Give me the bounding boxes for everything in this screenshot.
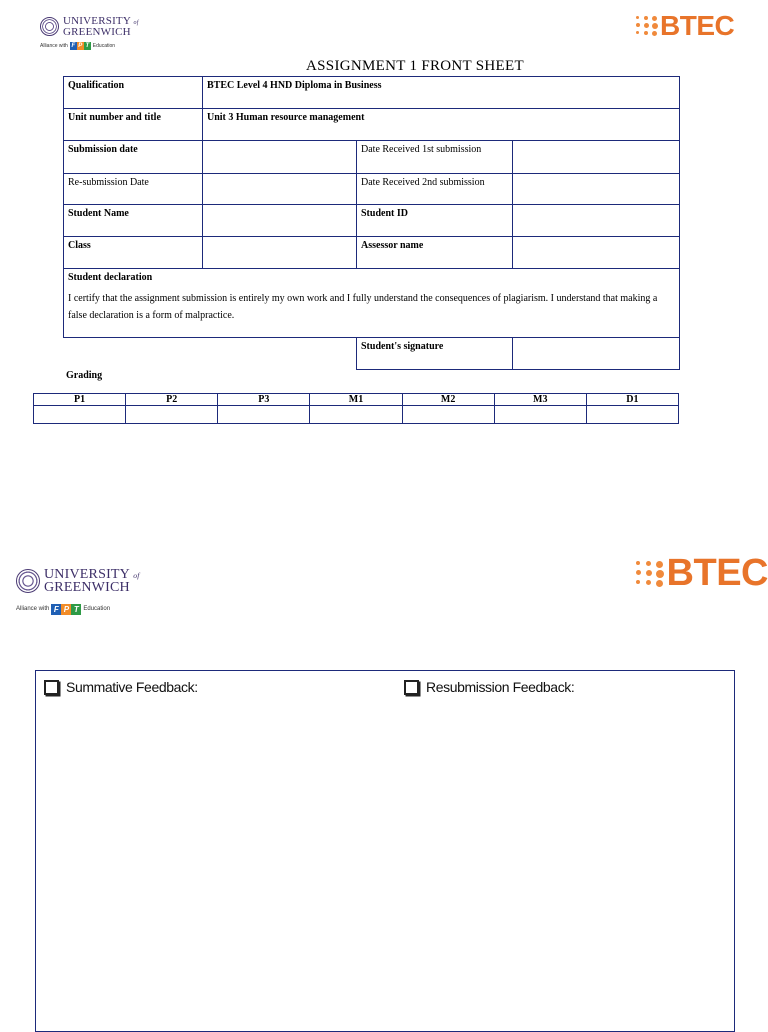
table-row [64,338,680,370]
summative-feedback-label: Summative Feedback: [66,679,198,695]
grade-header-p2: P2 [126,394,218,406]
grade-cell-m2[interactable] [402,406,494,424]
grade-cell-d1[interactable] [586,406,678,424]
university-name-line2: GREENWICH [63,25,131,38]
class-label: Class [64,237,203,269]
university-seal-icon [40,17,59,36]
submission-date-field[interactable] [203,141,357,174]
date-received-1-label: Date Received 1st submission [357,141,513,174]
qualification-label: Qualification [64,77,203,109]
university-seal-icon [16,569,40,593]
assessor-field[interactable] [513,237,680,269]
table-row [64,237,680,269]
summative-checkbox[interactable] [44,680,59,695]
resubmission-feedback[interactable] [404,679,574,695]
assessor-label: Assessor name [357,237,513,269]
page-title: ASSIGNMENT 1 FRONT SHEET [306,58,524,74]
btec-logo-second [636,552,768,595]
btec-wordmark: BTEC [666,552,768,594]
grading-table [33,393,679,424]
grade-header-p3: P3 [218,394,310,406]
table-row [64,109,680,141]
grade-header-m2: M2 [402,394,494,406]
table-row [64,269,680,338]
front-sheet-table [63,76,680,370]
grade-header-p1: P1 [34,394,126,406]
table-row [64,141,680,174]
grade-header-m3: M3 [494,394,586,406]
grading-header-row [34,394,679,406]
unit-value: Unit 3 Human resource management [203,109,680,141]
university-logo-second [16,568,140,615]
resubmission-checkbox[interactable] [404,680,419,695]
declaration-title: Student declaration [68,272,153,283]
declaration-text: I certify that the assignment submission is entirely my own work and I fully understand the consequences of plagiarism. I understand that making a false declaration is a form of malpractice. [68,293,658,321]
signature-spacer [64,338,357,370]
resubmission-feedback-label: Resubmission Feedback: [426,679,575,695]
grading-label: Grading [66,370,103,381]
declaration-cell [64,269,680,338]
alliance-suffix: Education [83,606,111,613]
signature-label: Student's signature [357,338,513,370]
alliance-line [40,42,139,50]
grade-cell-p1[interactable] [34,406,126,424]
btec-dots-icon [636,561,664,587]
table-row [64,77,680,109]
student-name-field[interactable] [203,205,357,237]
qualification-value: BTEC Level 4 HND Diploma in Business [203,77,680,109]
grading-value-row [34,406,679,424]
btec-dots-icon [636,16,658,36]
submission-date-label: Submission date [64,141,203,174]
summative-feedback[interactable] [44,679,198,695]
alliance-suffix: Education [92,43,116,50]
student-id-label: Student ID [357,205,513,237]
resubmission-date-label: Re-submission Date [64,174,203,205]
university-name-line1: UNIVERSITY [63,15,131,27]
grade-cell-m1[interactable] [310,406,402,424]
alliance-line [16,604,140,615]
university-name-line2: GREENWICH [44,580,130,596]
grade-header-d1: D1 [586,394,678,406]
date-received-1-field[interactable] [513,141,680,174]
table-row [64,174,680,205]
fpt-logo: F P T [71,43,90,50]
fpt-logo: F P T [51,604,81,615]
student-name-label: Student Name [64,205,203,237]
grade-cell-p2[interactable] [126,406,218,424]
grade-cell-p3[interactable] [218,406,310,424]
alliance-prefix: Alliance with [16,606,50,613]
unit-label: Unit number and title [64,109,203,141]
table-row [64,205,680,237]
btec-logo [636,10,734,42]
signature-field[interactable] [513,338,680,370]
student-id-field[interactable] [513,205,680,237]
resubmission-date-field[interactable] [203,174,357,205]
alliance-prefix: Alliance with [40,43,68,50]
grade-cell-m3[interactable] [494,406,586,424]
university-name-line1: UNIVERSITY [44,567,130,582]
university-name-of: of [133,20,139,26]
class-field[interactable] [203,237,357,269]
grade-header-m1: M1 [310,394,402,406]
university-logo [40,16,139,50]
btec-wordmark: BTEC [660,10,735,41]
university-name-of: of [133,571,140,580]
feedback-box [35,670,735,1032]
date-received-2-label: Date Received 2nd submission [357,174,513,205]
date-received-2-field[interactable] [513,174,680,205]
